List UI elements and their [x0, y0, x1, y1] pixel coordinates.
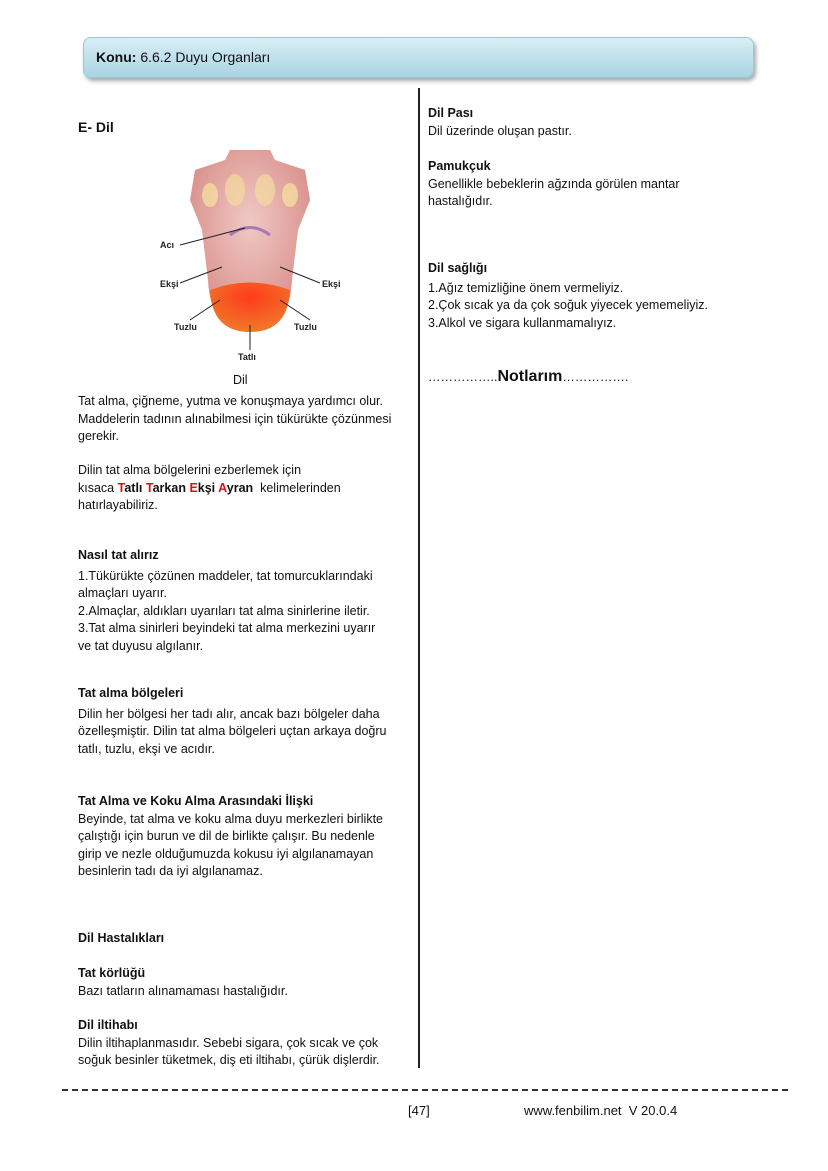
text-line: Dilin iltihaplanmasıdır. Sebebi sigara, çok sıcak ve çok: [78, 1035, 379, 1050]
figure-caption: Dil: [233, 373, 248, 387]
footer-divider: [62, 1089, 788, 1091]
label-tatli: Tatlı: [238, 352, 256, 362]
text-line: 3.Tat alma sinirleri beyindeki tat alma merkezini uyarır: [78, 621, 376, 635]
section-heading: Tat Alma ve Koku Alma Arasındaki İlişki: [78, 794, 314, 808]
label-eksi-right: Ekşi: [322, 279, 341, 289]
text-line: 2.Almaçlar, aldıkları uyarıları tat alma sinirlerine iletir.: [78, 603, 370, 618]
tongue-coating-section: [428, 105, 748, 140]
tongue-health-section: [428, 260, 748, 332]
notes-label: Notlarım: [497, 368, 563, 385]
column-divider: [418, 88, 420, 1068]
section-heading: Dil Pası: [428, 106, 474, 120]
topic-header: [83, 37, 754, 78]
section-heading: Nasıl tat alırız: [78, 548, 159, 562]
tongue-tip: [210, 283, 290, 333]
text-line: 2.Çok sıcak ya da çok soğuk yiyecek yememeliyiz.: [428, 298, 708, 312]
topic-name: 6.6.2 Duyu Organları: [140, 49, 271, 65]
mnemonic-line: kısaca Tatlı Tarkan Ekşi Ayran kelimelerinden: [78, 480, 341, 495]
thrush-section: [428, 158, 748, 211]
text-line: Dilin tat alma bölgelerini ezberlemek için: [78, 463, 302, 477]
text-line: Tat alma, çiğneme, yutma ve konuşmaya yardımcı olur.: [78, 394, 383, 408]
section-heading: Dil sağlığı: [428, 261, 488, 275]
text-line: soğuk besinler tüketmek, diş eti iltihabı, çürük dişlerdir.: [78, 1053, 380, 1067]
footer-site: www.fenbilim.net V 20.0.4: [524, 1103, 678, 1118]
text-line: çalıştığı için burun ve dil de birlikte çalışır. Bu nedenle: [78, 829, 375, 843]
text-line: Dil üzerinde oluşan pastır.: [428, 123, 572, 138]
topic-title: [96, 49, 270, 65]
diseases-heading: Dil Hastalıkları: [78, 931, 165, 945]
section-heading: Tat körlüğü: [78, 966, 146, 980]
text-line: tatlı, tuzlu, ekşi ve acıdır.: [78, 741, 215, 756]
label-eksi-left: Ekşi: [160, 279, 179, 289]
section-heading: Pamukçuk: [428, 159, 491, 173]
text-line: 1.Tükürükte çözünen maddeler, tat tomurcuklarındaki: [78, 568, 373, 583]
taste-regions-section: [78, 685, 414, 758]
text-line: özelleşmiştir. Dilin tat alma bölgeleri uçtan arkaya doğru: [78, 724, 387, 738]
inflammation-section: [78, 1017, 414, 1070]
text-line: Maddelerin tadının alınabilmesi için tükürükte çözünmesi: [78, 411, 392, 426]
label-tuzlu-left: Tuzlu: [174, 322, 197, 332]
mnemonic-paragraph: [78, 462, 414, 515]
text-line: almaçları uyarır.: [78, 586, 167, 600]
intro-paragraph: [78, 393, 414, 446]
taste-blindness-section: [78, 965, 414, 1000]
taste-smell-relation-section: [78, 793, 414, 881]
text-line: 3.Alkol ve sigara kullanmamalıyız.: [428, 315, 617, 330]
section-title: E- Dil: [78, 119, 114, 135]
label-aci: Acı: [160, 240, 175, 250]
how-we-taste-section: [78, 547, 414, 655]
text-line: Genellikle bebeklerin ağzında görülen mantar: [428, 176, 680, 191]
text-line: Dilin her bölgesi her tadı alır, ancak bazı bölgeler daha: [78, 706, 380, 721]
text-line: ve tat duyusu algılanır.: [78, 638, 204, 653]
tongue-figure: [150, 150, 350, 365]
text-line: 1.Ağız temizliğine önem vermeliyiz.: [428, 280, 624, 295]
text-line: besinlerin tadı da iyi algılanamaz.: [78, 864, 263, 878]
label-tuzlu-right: Tuzlu: [294, 322, 317, 332]
topic-label: Konu:: [96, 49, 137, 65]
text-line: girip ve nezle olduğumuzda kokusu iyi algılanamayan: [78, 846, 374, 861]
text-line: Beyinde, tat alma ve koku alma duyu merkezleri birlikte: [78, 811, 383, 826]
section-heading: Tat alma bölgeleri: [78, 686, 184, 700]
page-number: [47]: [408, 1103, 430, 1118]
text-line: gerekir.: [78, 429, 119, 443]
section-heading: Dil iltihabı: [78, 1018, 138, 1032]
text-line: hatırlayabiliriz.: [78, 498, 158, 512]
notes-heading: ……………..Notlarım…………….: [428, 368, 629, 385]
text-line: hastalığıdır.: [428, 194, 493, 208]
text-line: Bazı tatların alınamaması hastalığıdır.: [78, 983, 288, 998]
